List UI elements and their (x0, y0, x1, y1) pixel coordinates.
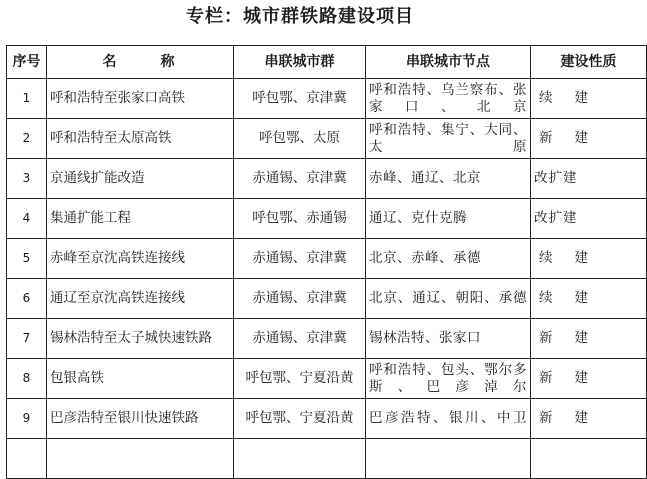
header-type: 建设性质 (531, 46, 647, 79)
row-name: 呼和浩特至张家口高铁 (47, 79, 234, 119)
row-group: 赤通锡、京津冀 (234, 319, 366, 359)
row-group: 呼包鄂、太原 (234, 119, 366, 159)
row-type: 新建 (531, 399, 647, 439)
header-node: 串联城市节点 (366, 46, 531, 79)
table-row (7, 399, 647, 439)
row-name: 赤峰至京沈高铁连接线 (47, 239, 234, 279)
table-row (7, 319, 647, 359)
row-node: 呼和浩特、包头、鄂尔多斯、巴彦淖尔 (366, 359, 531, 399)
row-name: 集通扩能工程 (47, 199, 234, 239)
row-no: 2 (7, 119, 47, 159)
table-row (7, 119, 647, 159)
row-no: 3 (7, 159, 47, 199)
row-type (531, 439, 647, 479)
row-no: 6 (7, 279, 47, 319)
row-no: 5 (7, 239, 47, 279)
row-name: 包银高铁 (47, 359, 234, 399)
row-type: 续建 (531, 279, 647, 319)
table-row (7, 279, 647, 319)
row-name: 锡林浩特至太子城快速铁路 (47, 319, 234, 359)
row-name: 京通线扩能改造 (47, 159, 234, 199)
row-group: 赤通锡、京津冀 (234, 159, 366, 199)
row-node: 赤峰、通辽、北京 (366, 159, 531, 199)
row-no: 8 (7, 359, 47, 399)
header-name: 名称 (47, 46, 234, 79)
table-row (7, 359, 647, 399)
table-row (7, 159, 647, 199)
row-type: 新建 (531, 119, 647, 159)
row-node: 通辽、克什克腾 (366, 199, 531, 239)
row-no: 9 (7, 399, 47, 439)
row-name (47, 439, 234, 479)
row-node: 北京、赤峰、承德 (366, 239, 531, 279)
row-name: 巴彦浩特至银川快速铁路 (47, 399, 234, 439)
table-row (7, 199, 647, 239)
row-node: 呼和浩特、乌兰察布、张家口、北京 (366, 79, 531, 119)
row-group: 赤通锡、京津冀 (234, 239, 366, 279)
row-no: 7 (7, 319, 47, 359)
row-node: 呼和浩特、集宁、大同、太原 (366, 119, 531, 159)
table-header-row (7, 46, 647, 79)
row-node: 巴彦浩特、银川、中卫 (366, 399, 531, 439)
row-type: 新建 (531, 319, 647, 359)
row-name: 呼和浩特至太原高铁 (47, 119, 234, 159)
row-type: 续建 (531, 79, 647, 119)
page-title: 专栏：城市群铁路建设项目 (186, 6, 414, 27)
row-type: 新建 (531, 359, 647, 399)
row-node: 锡林浩特、张家口 (366, 319, 531, 359)
row-node: 北京、通辽、朝阳、承德 (366, 279, 531, 319)
project-table (6, 45, 647, 479)
row-node (366, 439, 531, 479)
header-no: 序号 (7, 46, 47, 79)
row-no (7, 439, 47, 479)
row-type: 续建 (531, 239, 647, 279)
row-group: 赤通锡、京津冀 (234, 279, 366, 319)
row-type: 改扩建 (531, 159, 647, 199)
row-type: 改扩建 (531, 199, 647, 239)
table-row-partial (7, 439, 647, 479)
row-group: 呼包鄂、京津冀 (234, 79, 366, 119)
table-row (7, 239, 647, 279)
row-no: 4 (7, 199, 47, 239)
row-group (234, 439, 366, 479)
row-group: 呼包鄂、赤通锡 (234, 199, 366, 239)
row-name: 通辽至京沈高铁连接线 (47, 279, 234, 319)
row-no: 1 (7, 79, 47, 119)
row-group: 呼包鄂、宁夏沿黄 (234, 359, 366, 399)
row-group: 呼包鄂、宁夏沿黄 (234, 399, 366, 439)
table-row (7, 79, 647, 119)
project-table-container (6, 45, 617, 468)
header-group: 串联城市群 (234, 46, 366, 79)
